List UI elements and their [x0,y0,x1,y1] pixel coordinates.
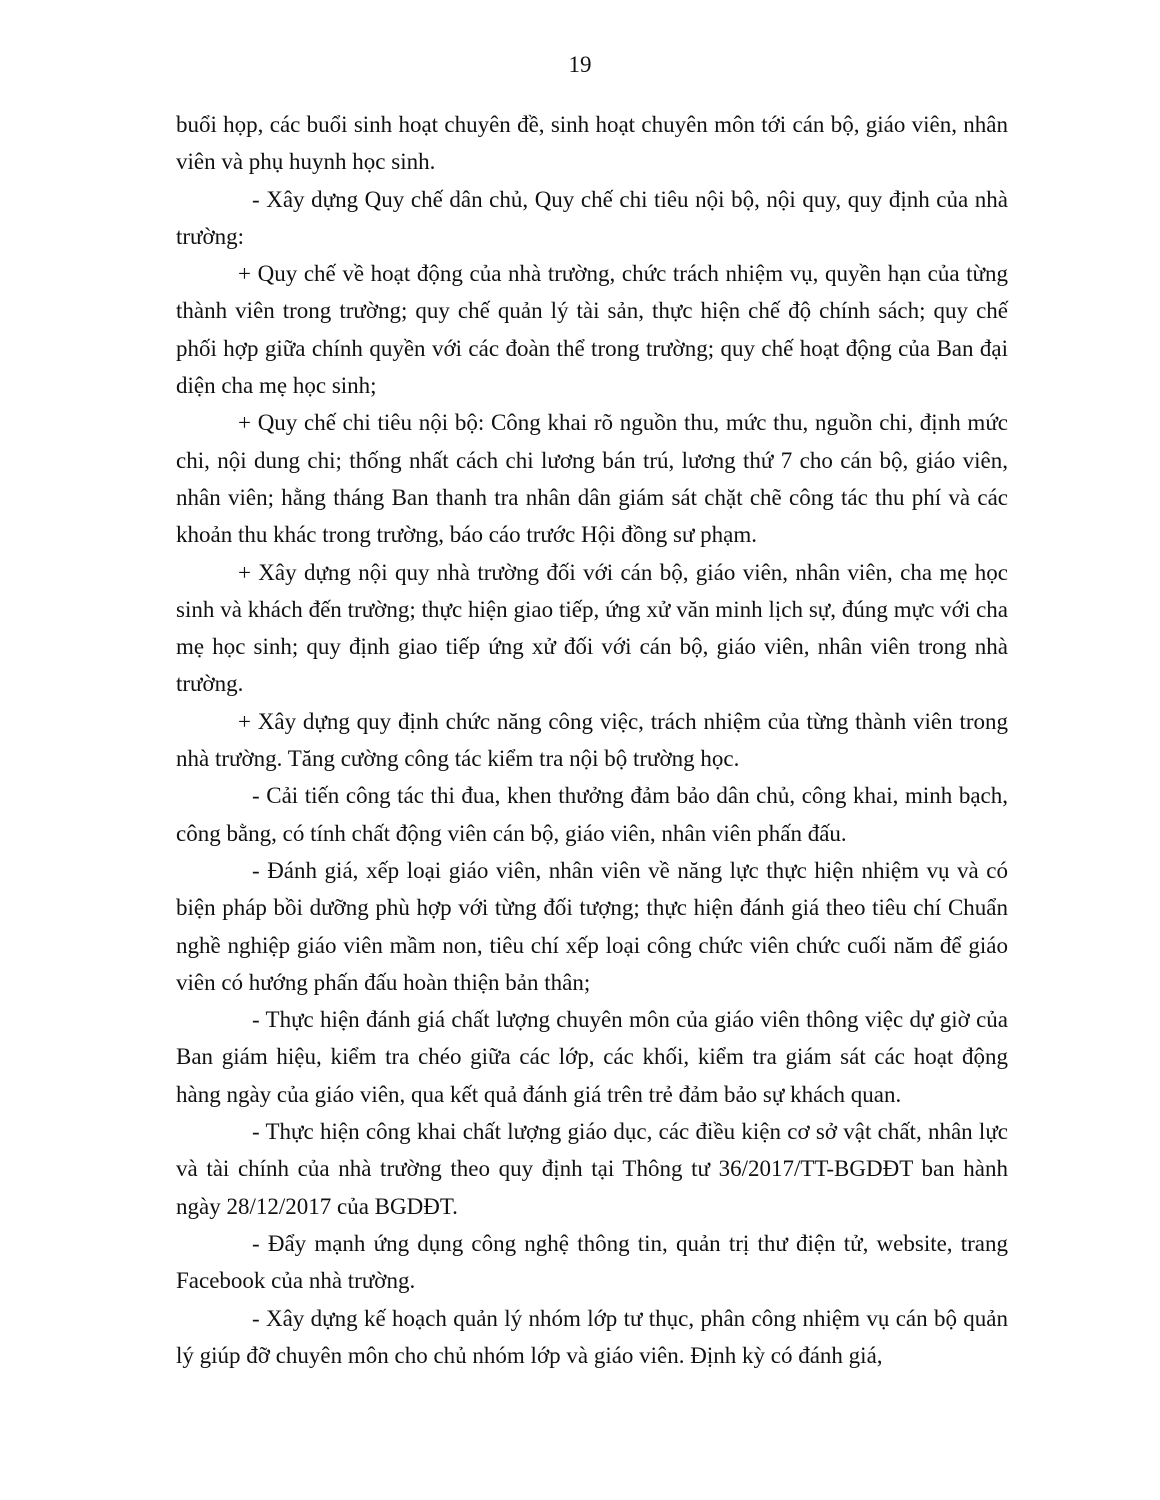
paragraph-plus-internal-spending-regulations: + Quy chế chi tiêu nội bộ: Công khai rõ nguồn thu, mức thu, nguồn chi, định mức chi, nội dung chi; thống nhất cách chi lương bán trú, lương thứ 7 cho cán bộ, giáo viên, nhân viên; hằng tháng Ban thanh tra nhân dân giám sát chặt chẽ công tác thu phí và các khoản thu khác trong trường, báo cáo trước Hội đồng sư phạm. [176,410,1008,548]
paragraph-plus-school-rules: + Xây dựng nội quy nhà trường đối với cán bộ, giáo viên, nhân viên, cha mẹ học sinh và khách đến trường; thực hiện giao tiếp, ứng xử văn minh lịch sự, đúng mực với cha mẹ học sinh; quy định giao tiếp ứng xử đối với cán bộ, giáo viên, nhân viên trong nhà trường. [176,559,1008,697]
paragraph-dash-it-application: - Đẩy mạnh ứng dụng công nghệ thông tin, quản trị thư điện tử, website, trang Facebook của nhà trường. [176,1230,1008,1294]
paragraph-dash-teacher-evaluation: - Đánh giá, xếp loại giáo viên, nhân viên về năng lực thực hiện nhiệm vụ và có biện pháp bồi dưỡng phù hợp với từng đối tượng; thực hiện đánh giá theo tiêu chí Chuẩn nghề nghiệp giáo viên mầm non, tiêu chí xếp loại công chức viên chức cuối năm để giáo viên có hướng phấn đấu hoàn thiện bản thân; [176,857,1008,995]
document-body [176,106,1008,1374]
paragraph-dash-professional-quality: - Thực hiện đánh giá chất lượng chuyên môn của giáo viên thông việc dự giờ của Ban giám hiệu, kiểm tra chéo giữa các lớp, các khối, kiểm tra giám sát các hoạt động hàng ngày của giáo viên, qua kết quả đánh giá trên trẻ đảm bảo sự khách quan. [176,1007,1008,1107]
page-number: 19 [568,52,592,77]
paragraph-plus-school-activity-regulations: + Quy chế về hoạt động của nhà trường, chức trách nhiệm vụ, quyền hạn của từng thành viên trong trường; quy chế quản lý tài sản, thực hiện chế độ chính sách; quy chế phối hợp giữa chính quyền với các đoàn thể trong trường; quy chế hoạt động của Ban đại diện cha mẹ học sinh; [176,261,1008,399]
paragraph-continuation: buổi họp, các buổi sinh hoạt chuyên đề, sinh hoạt chuyên môn tới cán bộ, giáo viên, nhân viên và phụ huynh học sinh. [176,112,1008,175]
paragraph-dash-emulation-rewards: - Cải tiến công tác thi đua, khen thưởng đảm bảo dân chủ, công khai, minh bạch, công bằng, có tính chất động viên cán bộ, giáo viên, nhân viên phấn đấu. [176,783,1008,846]
paragraph-dash-democracy-regulations: - Xây dựng Quy chế dân chủ, Quy chế chi tiêu nội bộ, nội quy, quy định của nhà trường: [176,186,1008,249]
paragraph-plus-job-functions: + Xây dựng quy định chức năng công việc, trách nhiệm của từng thành viên trong nhà trường. Tăng cường công tác kiểm tra nội bộ trường học. [176,708,1008,772]
paragraph-dash-private-class-management: - Xây dựng kế hoạch quản lý nhóm lớp tư thục, phân công nhiệm vụ cán bộ quản lý giúp đỡ chuyên môn cho chủ nhóm lớp và giáo viên. Định kỳ có đánh giá, [176,1305,1008,1368]
paragraph-dash-public-disclosure: - Thực hiện công khai chất lượng giáo dục, các điều kiện cơ sở vật chất, nhân lực và tài chính của nhà trường theo quy định tại Thông tư 36/2017/TT-BGDĐT ban hành ngày 28/12/2017 của BGDĐT. [176,1119,1008,1219]
